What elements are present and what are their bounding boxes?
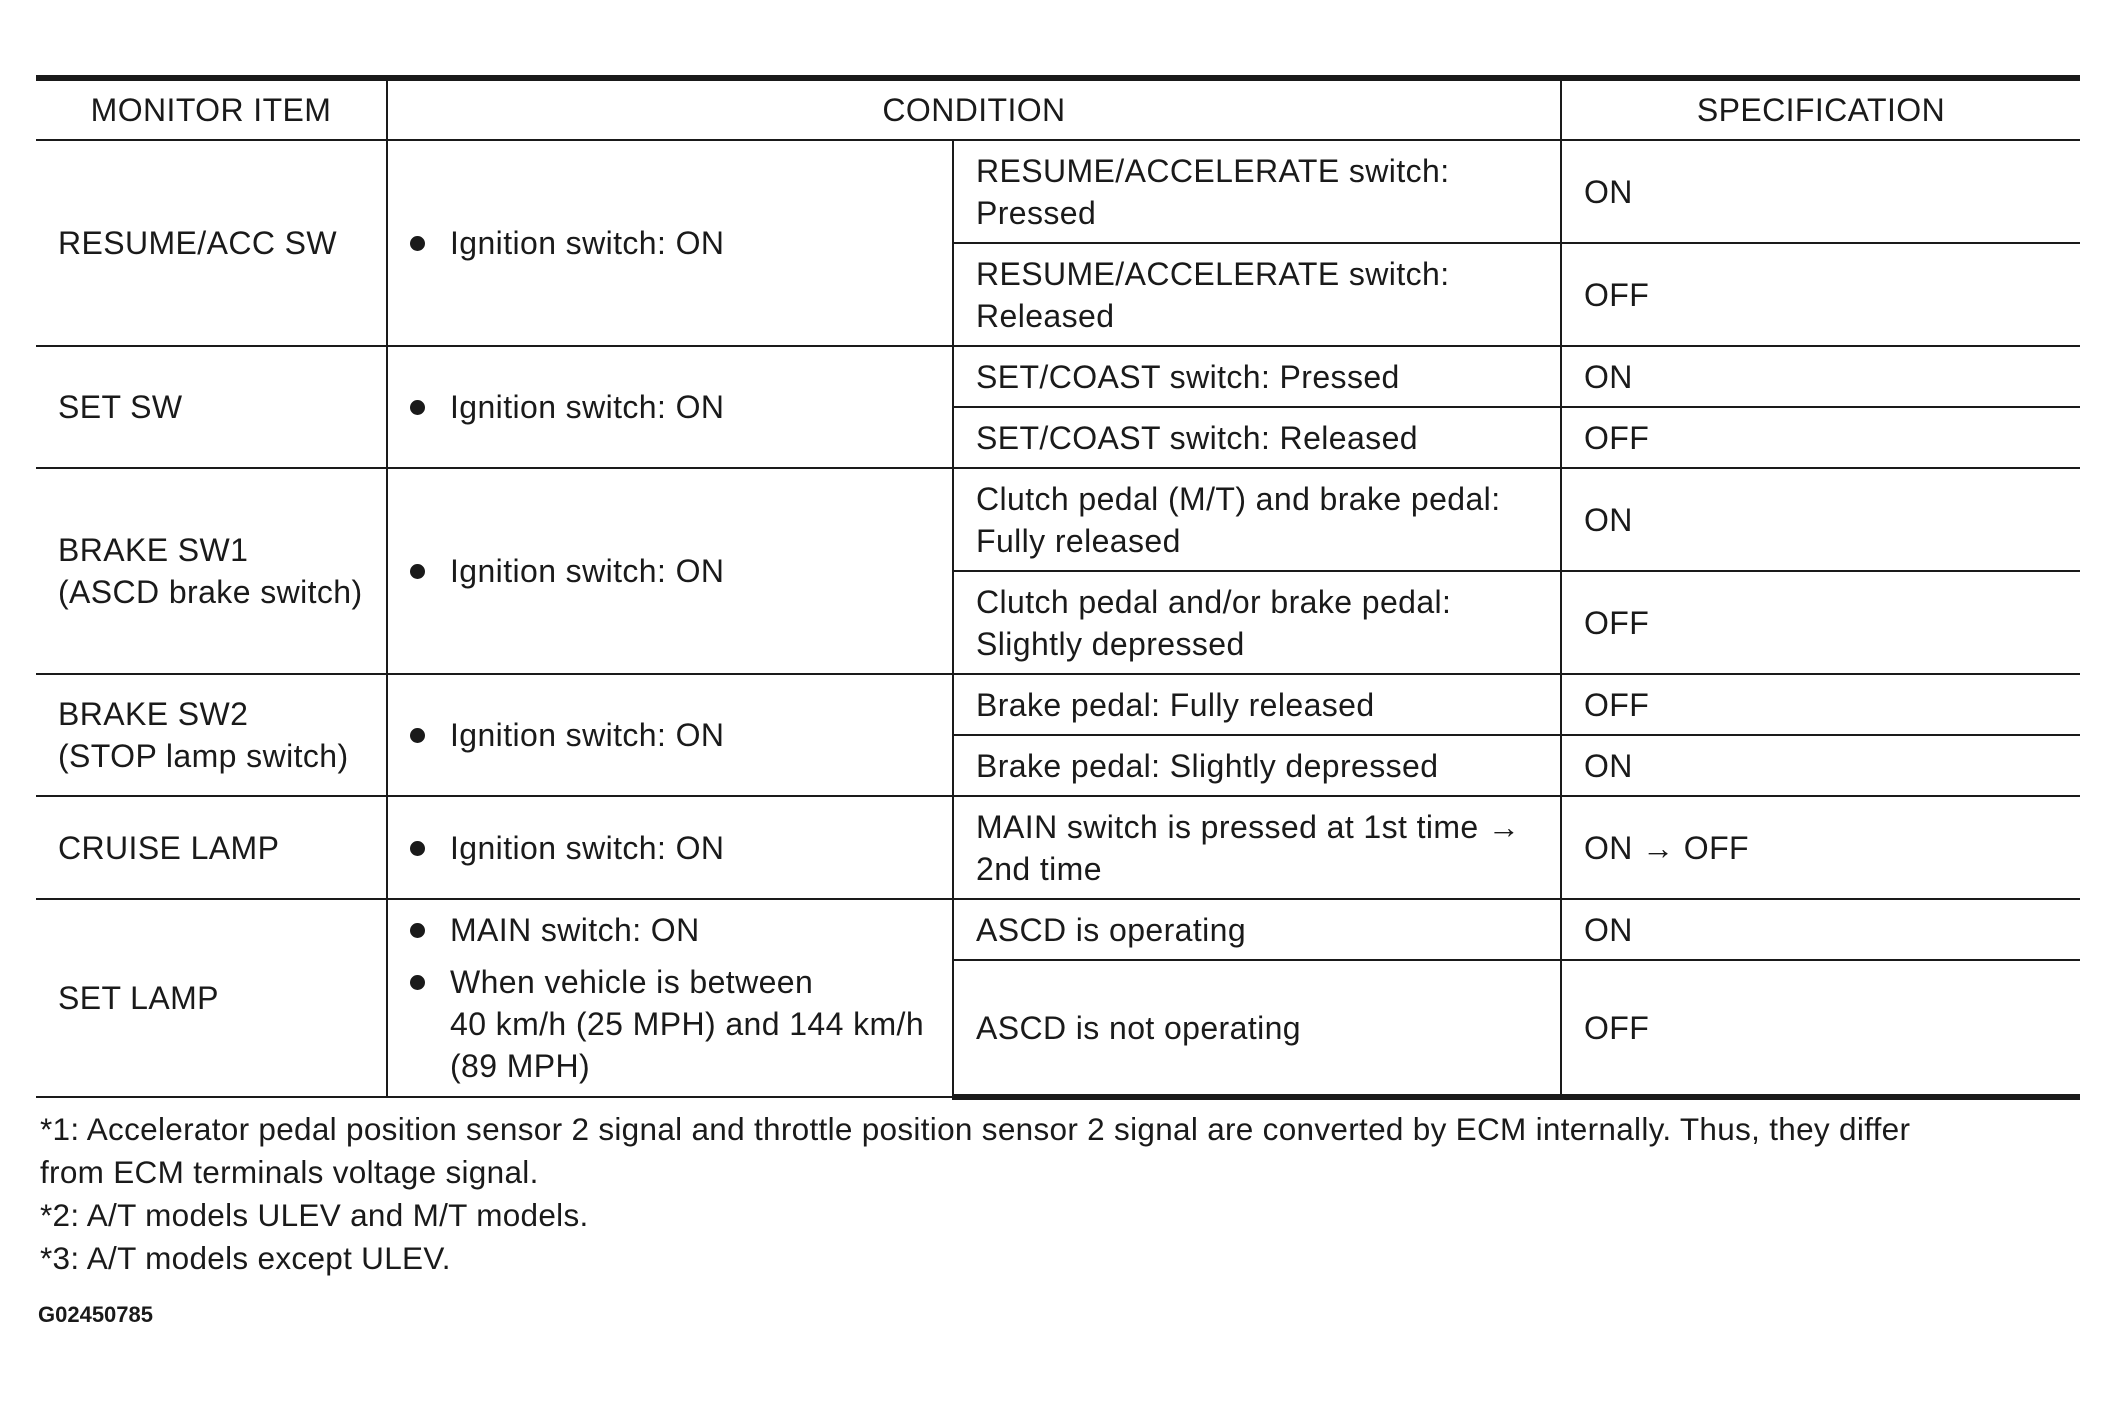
monitor-item-sublabel: (STOP lamp switch) — [58, 738, 349, 774]
footnotes — [36, 1108, 2080, 1280]
spec-cell: OFF — [1561, 960, 2080, 1097]
bullet-icon — [410, 728, 425, 743]
condition-bullet: MAIN switch: ON — [410, 909, 930, 951]
monitor-table — [36, 75, 2080, 1100]
figure-id: G02450785 — [38, 1302, 153, 1327]
condition-cell — [387, 140, 953, 346]
spec-cell: OFF — [1561, 407, 2080, 468]
header-condition: CONDITION — [387, 78, 1561, 140]
sub-condition-cell: SET/COAST switch: Released — [953, 407, 1561, 468]
condition-bullet: When vehicle is between 40 km/h (25 MPH) and 144 km/h (89 MPH) — [410, 961, 930, 1087]
table-row — [36, 140, 2080, 243]
condition-bullet: Ignition switch: ON — [410, 386, 930, 428]
bullet-icon — [410, 400, 425, 415]
monitor-item-cell — [36, 346, 387, 468]
sub-condition-cell: Brake pedal: Slightly depressed — [953, 735, 1561, 796]
bullet-icon — [410, 236, 425, 251]
condition-cell — [387, 468, 953, 674]
footnote-1-continued: from ECM terminals voltage signal. — [40, 1154, 539, 1190]
spec-cell: ON — [1561, 346, 2080, 407]
footnote-1: *1: Accelerator pedal position sensor 2 signal and throttle position sensor 2 signal are converted by ECM internally. Thus, they differ — [40, 1111, 1911, 1147]
bullet-icon — [410, 841, 425, 856]
header-monitor-item: MONITOR ITEM — [36, 78, 387, 140]
monitor-item-cell — [36, 796, 387, 899]
spec-cell: ON — [1561, 140, 2080, 243]
spec-cell: ON — [1561, 468, 2080, 571]
sub-condition-cell: Clutch pedal and/or brake pedal: Slightly depressed — [953, 571, 1561, 674]
footnote-3: *3: A/T models except ULEV. — [40, 1240, 451, 1276]
condition-bullet: Ignition switch: ON — [410, 550, 930, 592]
footnote-2: *2: A/T models ULEV and M/T models. — [40, 1197, 589, 1233]
monitor-item-label: SET LAMP — [58, 980, 219, 1016]
monitor-item-cell — [36, 674, 387, 796]
bullet-icon — [410, 923, 425, 938]
condition-bullet: Ignition switch: ON — [410, 222, 930, 264]
header-row — [36, 78, 2080, 140]
document-sheet — [36, 75, 2080, 1328]
sub-condition-cell: Brake pedal: Fully released — [953, 674, 1561, 735]
sub-condition-cell: MAIN switch is pressed at 1st time → 2nd time — [953, 796, 1561, 899]
table-row — [36, 674, 2080, 735]
condition-cell — [387, 899, 953, 1097]
sub-condition-cell: ASCD is operating — [953, 899, 1561, 960]
sub-condition-cell: Clutch pedal (M/T) and brake pedal: Fully released — [953, 468, 1561, 571]
sub-condition-cell: ASCD is not operating — [953, 960, 1561, 1097]
monitor-item-label: CRUISE LAMP — [58, 829, 280, 866]
bullet-icon — [410, 975, 425, 990]
monitor-item-label: RESUME/ACC SW — [58, 225, 337, 261]
bullet-icon — [410, 564, 425, 579]
monitor-item-label: BRAKE SW2 — [58, 696, 249, 732]
monitor-item-label: BRAKE SW1 — [58, 532, 249, 568]
spec-cell: OFF — [1561, 243, 2080, 346]
monitor-item-cell — [36, 899, 387, 1097]
spec-cell: OFF — [1561, 674, 2080, 735]
table-row — [36, 796, 2080, 899]
header-specification: SPECIFICATION — [1561, 78, 2080, 140]
condition-cell — [387, 674, 953, 796]
sub-condition-cell: SET/COAST switch: Pressed — [953, 346, 1561, 407]
monitor-item-label: SET SW — [58, 389, 183, 425]
spec-cell: OFF — [1561, 571, 2080, 674]
sub-condition-cell: RESUME/ACCELERATE switch: Released — [953, 243, 1561, 346]
monitor-item-cell — [36, 468, 387, 674]
table-row — [36, 899, 2080, 960]
spec-cell: ON — [1561, 735, 2080, 796]
monitor-item-sublabel: (ASCD brake switch) — [58, 574, 363, 610]
condition-cell — [387, 796, 953, 899]
table-row — [36, 468, 2080, 571]
condition-bullet: Ignition switch: ON — [410, 714, 930, 756]
condition-cell — [387, 346, 953, 468]
condition-bullet: Ignition switch: ON — [410, 827, 930, 869]
spec-cell: ON — [1561, 899, 2080, 960]
table-row — [36, 346, 2080, 407]
monitor-item-cell — [36, 140, 387, 346]
sub-condition-cell: RESUME/ACCELERATE switch: Pressed — [953, 140, 1561, 243]
spec-cell: ON → OFF — [1561, 796, 2080, 899]
